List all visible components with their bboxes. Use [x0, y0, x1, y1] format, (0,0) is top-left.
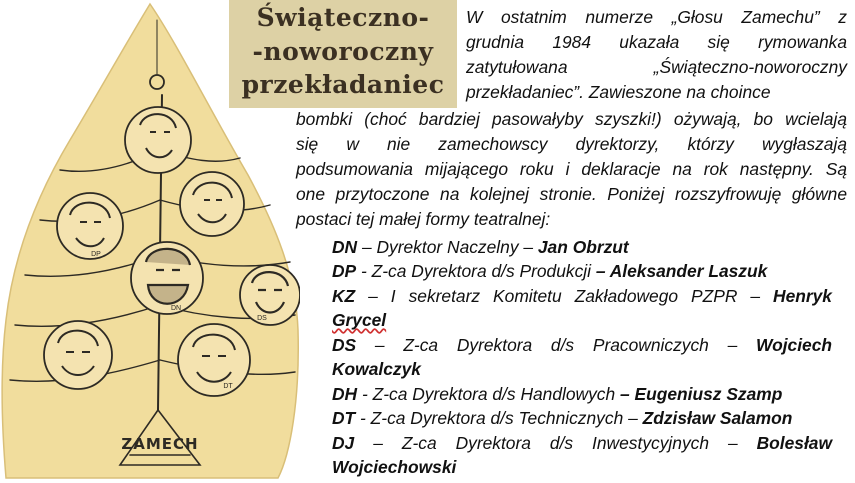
- portrait-bauble: [125, 107, 191, 173]
- article-line: one przytoczone na kolejnej stronie. Poniżej rozszyfrowuję główne: [296, 184, 847, 204]
- portrait-tag: DN: [170, 305, 182, 312]
- portrait-tag: DS: [257, 315, 267, 322]
- portrait-bauble: [180, 172, 244, 236]
- headline-line: Świąteczno-: [256, 3, 430, 32]
- article-line: bombki (choć bardziej pasowałyby szyszki!) ożywają, bo wcielają: [296, 109, 847, 129]
- clipping-headline: [229, 0, 457, 108]
- article-line: podsumowania mijającego roku i deklaracje na rok następny. Są: [296, 159, 847, 179]
- portrait-bauble: [44, 321, 112, 389]
- role-entry: DN – Dyrektor Naczelny – Jan Obrzut: [332, 237, 629, 257]
- role-entry-cont: Grycel: [332, 310, 387, 330]
- portrait-bauble: [178, 324, 250, 396]
- role-entry-cont: Kowalczyk: [332, 359, 421, 379]
- role-entry: DS – Z-ca Dyrektora d/s Pracowniczych – Wojciech: [332, 335, 833, 355]
- headline-line: -noworoczny: [252, 37, 434, 66]
- role-entry: DT - Z-ca Dyrektora d/s Technicznych – Zdzisław Salamon: [332, 408, 793, 428]
- role-entry: DP - Z-ca Dyrektora d/s Produkcji – Aleksander Laszuk: [332, 261, 768, 281]
- role-entry: KZ – I sekretarz Komitetu Zakładowego PZPR – Henryk: [332, 286, 832, 306]
- role-entry-cont: Wojciechowski: [332, 457, 457, 477]
- headline-line: przekładaniec: [241, 70, 445, 99]
- board-label: ZAMECH: [121, 435, 199, 453]
- portrait-bauble: [131, 242, 203, 314]
- role-entry: DJ – Z-ca Dyrektora d/s Inwestycyjnych – Bolesław: [332, 433, 832, 453]
- role-entry: DH - Z-ca Dyrektora d/s Handlowych – Eugeniusz Szamp: [332, 384, 783, 404]
- article-line: zatytułowana „Świąteczno-noworoczny: [466, 57, 847, 77]
- portrait-bauble: [240, 265, 300, 325]
- portrait-tag: DP: [91, 251, 101, 258]
- article-line: grudnia 1984 ukazała się rymowanka: [466, 32, 847, 52]
- portrait-bauble: [57, 193, 123, 259]
- portrait-tag: DT: [223, 383, 233, 390]
- article-line: W ostatnim numerze „Głosu Zamechu” z: [466, 7, 847, 27]
- article-line: przekładaniec”. Zawieszone na choince: [466, 82, 771, 102]
- article-line: się w nie zamechowscy dyrektorzy, którzy wygłaszają: [296, 134, 847, 154]
- article-line: postaci tej małej formy teatralnej:: [296, 209, 551, 229]
